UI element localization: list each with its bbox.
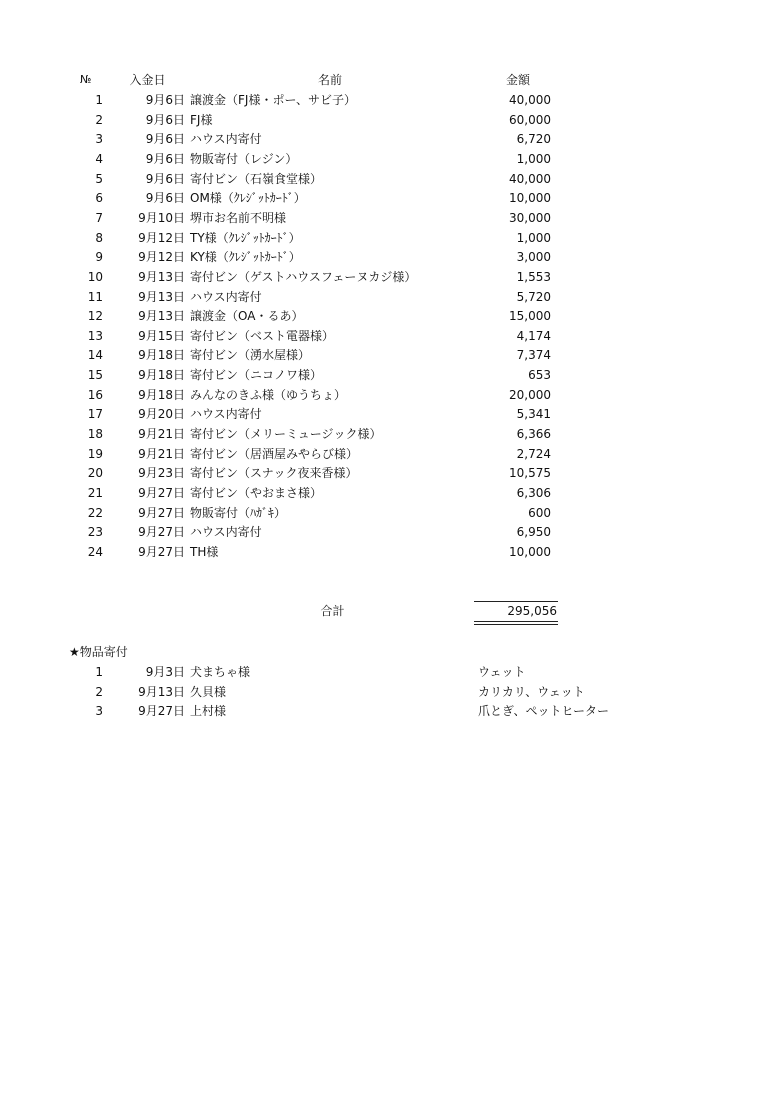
row-amount: 10,000 (509, 191, 551, 205)
goods-date: 9月13日 (138, 685, 185, 699)
row-amount: 5,341 (516, 407, 551, 421)
row-amount: 10,000 (509, 545, 551, 559)
row-date: 9月21日 (138, 427, 185, 441)
row-name: 物販寄付（ﾊｶﾞｷ） (190, 506, 287, 520)
row-name: 寄付ビン（ベスト電器様） (190, 329, 335, 343)
row-name: みんなのきふ様（ゆうちょ） (190, 388, 347, 402)
row-name: 寄付ビン（やおまさ様） (190, 486, 323, 500)
row-number: 22 (87, 506, 103, 520)
row-amount: 40,000 (509, 93, 551, 107)
row-date: 9月27日 (138, 486, 185, 500)
goods-items: ウェット (478, 665, 526, 679)
row-number: 11 (87, 290, 103, 304)
row-number: 3 (95, 132, 103, 146)
total-label: 合計 (320, 604, 345, 618)
row-name: KY様（ｸﾚｼﾞｯﾄｶｰﾄﾞ） (190, 250, 301, 264)
row-name: 譲渡金（FJ様・ポー、サビ子） (190, 93, 356, 107)
row-amount: 1,000 (516, 231, 551, 245)
row-amount: 7,374 (516, 348, 551, 362)
row-amount: 4,174 (516, 329, 551, 343)
row-number: 10 (87, 270, 103, 284)
row-amount: 2,724 (516, 447, 551, 461)
row-date: 9月12日 (138, 250, 185, 264)
row-name: 寄付ビン（居酒屋みやらび様） (190, 447, 359, 461)
row-date: 9月13日 (138, 290, 185, 304)
total-double-rule-2 (474, 624, 558, 625)
header-amount: 金額 (505, 73, 530, 87)
header-no: № (80, 73, 92, 86)
total-double-rule-1 (474, 621, 558, 622)
row-number: 2 (95, 113, 103, 127)
row-amount: 6,306 (516, 486, 551, 500)
goods-number: 3 (95, 704, 103, 718)
row-amount: 600 (528, 506, 551, 520)
row-amount: 10,575 (509, 466, 551, 480)
row-amount: 6,950 (516, 525, 551, 539)
row-date: 9月18日 (138, 388, 185, 402)
goods-date: 9月3日 (145, 665, 185, 679)
row-name: ハウス内寄付 (190, 525, 262, 539)
row-number: 6 (95, 191, 103, 205)
row-number: 16 (87, 388, 103, 402)
row-number: 18 (87, 427, 103, 441)
goods-donor: 久貝様 (190, 685, 227, 699)
row-name: FJ様 (190, 113, 213, 127)
row-number: 19 (87, 447, 103, 461)
row-number: 5 (95, 172, 103, 186)
row-number: 1 (95, 93, 103, 107)
row-date: 9月27日 (138, 525, 185, 539)
row-amount: 60,000 (509, 113, 551, 127)
row-amount: 3,000 (516, 250, 551, 264)
row-date: 9月15日 (138, 329, 185, 343)
row-amount: 1,553 (516, 270, 551, 284)
row-date: 9月21日 (138, 447, 185, 461)
row-name: TY様（ｸﾚｼﾞｯﾄｶｰﾄﾞ） (190, 231, 301, 245)
row-date: 9月20日 (138, 407, 185, 421)
row-number: 9 (95, 250, 103, 264)
row-date: 9月23日 (138, 466, 185, 480)
row-date: 9月27日 (138, 506, 185, 520)
row-amount: 30,000 (509, 211, 551, 225)
row-name: ハウス内寄付 (190, 132, 262, 146)
goods-items: カリカリ、ウェット (478, 685, 585, 699)
row-amount: 653 (528, 368, 551, 382)
row-number: 7 (95, 211, 103, 225)
row-number: 21 (87, 486, 103, 500)
row-date: 9月6日 (145, 152, 185, 166)
goods-items: 爪とぎ、ペットヒーター (478, 704, 610, 718)
goods-donor: 上村様 (190, 704, 227, 718)
row-amount: 1,000 (516, 152, 551, 166)
row-number: 24 (87, 545, 103, 559)
total-amount: 295,056 (507, 604, 557, 618)
row-amount: 15,000 (509, 309, 551, 323)
row-name: ハウス内寄付 (190, 407, 262, 421)
row-number: 14 (87, 348, 103, 362)
row-date: 9月6日 (145, 113, 185, 127)
row-number: 17 (87, 407, 103, 421)
total-top-rule (474, 601, 558, 602)
goods-section-title: ★物品寄付 (69, 645, 128, 659)
row-date: 9月27日 (138, 545, 185, 559)
row-date: 9月6日 (145, 191, 185, 205)
row-number: 23 (87, 525, 103, 539)
row-amount: 6,366 (516, 427, 551, 441)
header-name: 名前 (317, 73, 342, 87)
row-name: 寄付ビン（スナック夜来香様） (190, 466, 358, 480)
row-name: ハウス内寄付 (190, 290, 262, 304)
row-amount: 5,720 (516, 290, 551, 304)
row-name: 寄付ビン（石嶺食堂様） (190, 172, 323, 186)
row-number: 8 (95, 231, 103, 245)
row-date: 9月13日 (138, 309, 185, 323)
row-name: 寄付ビン（メリーミュージック様） (190, 427, 382, 441)
row-number: 13 (87, 329, 103, 343)
row-date: 9月6日 (145, 93, 185, 107)
row-date: 9月10日 (138, 211, 185, 225)
row-amount: 20,000 (509, 388, 551, 402)
row-amount: 40,000 (509, 172, 551, 186)
goods-number: 1 (95, 665, 103, 679)
row-name: 寄付ビン（ニコノワ様） (190, 368, 323, 382)
row-date: 9月12日 (138, 231, 185, 245)
row-name: 寄付ビン（湧水屋様） (190, 348, 311, 362)
row-number: 12 (87, 309, 103, 323)
row-name: 物販寄付（レジン） (190, 152, 298, 166)
row-date: 9月18日 (138, 368, 185, 382)
row-date: 9月13日 (138, 270, 185, 284)
header-date: 入金日 (129, 73, 166, 87)
row-name: TH様 (190, 545, 219, 559)
goods-number: 2 (95, 685, 103, 699)
row-number: 4 (95, 152, 103, 166)
row-name: 堺市お名前不明様 (190, 211, 287, 225)
row-number: 15 (87, 368, 103, 382)
row-date: 9月6日 (145, 132, 185, 146)
goods-donor: 犬まちゃ様 (190, 665, 251, 679)
row-date: 9月6日 (145, 172, 185, 186)
row-name: 譲渡金（OA・るあ） (190, 309, 304, 323)
row-date: 9月18日 (138, 348, 185, 362)
row-name: 寄付ビン（ゲストハウスフェーヌカジ様） (190, 270, 417, 284)
goods-date: 9月27日 (138, 704, 185, 718)
row-number: 20 (87, 466, 103, 480)
row-name: OM様（ｸﾚｼﾞｯﾄｶｰﾄﾞ） (190, 191, 306, 205)
row-amount: 6,720 (516, 132, 551, 146)
